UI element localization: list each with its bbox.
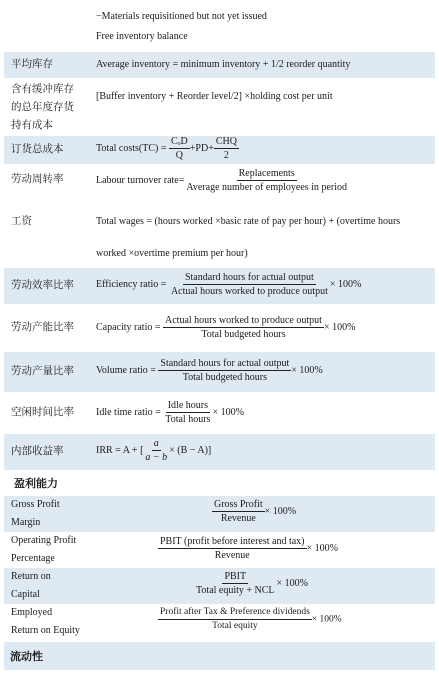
continuation-row (4, 8, 435, 50)
row-formula: Average inventory = minimum inventory + 1/2 reorder quantity (96, 59, 351, 70)
formula-suffix: × 100% (212, 406, 244, 418)
fraction-chq-2 (214, 136, 239, 161)
fraction (194, 571, 277, 596)
fraction-denominator: Total budgeted hours (182, 372, 267, 383)
row-operating-profit (4, 532, 435, 568)
roce-formula (194, 571, 308, 596)
fraction-denominator: Revenue (220, 513, 256, 524)
section-title: 盈利能力 (14, 477, 58, 490)
formula-prefix: Total costs(TC) = (96, 142, 167, 154)
fraction (163, 400, 212, 425)
row-label: 劳动产能比率 (11, 321, 74, 333)
fraction-numerator: Replacements (238, 168, 295, 179)
labour-turnover-formula (96, 168, 349, 193)
fraction (212, 499, 265, 524)
fraction-denominator: Average number of employees in period (186, 182, 347, 193)
section-header-liquidity (4, 642, 435, 670)
row-volume-ratio (4, 352, 435, 392)
fraction-numerator: Profit after Tax & Preference dividends (158, 607, 312, 620)
irr-formula (96, 438, 211, 463)
formula-suffix: × 100% (264, 505, 297, 517)
row-label-line-3: 持有成本 (11, 119, 53, 131)
row-labour-turnover (4, 166, 435, 198)
row-capacity-ratio (4, 306, 435, 350)
row-efficiency-ratio (4, 268, 435, 304)
row-label-line-1: Return on (11, 571, 51, 582)
row-return-on-capital (4, 568, 435, 604)
row-label: 平均库存 (11, 58, 53, 70)
row-label-line-1: Gross Profit (11, 499, 60, 510)
fraction-numerator: CₒD (170, 136, 188, 147)
formula-prefix: IRR = A + [ (96, 444, 144, 456)
row-gross-profit-margin (4, 496, 435, 532)
fraction-numerator: Idle hours (167, 400, 208, 411)
row-label: 工资 (11, 215, 32, 227)
fraction (158, 358, 291, 383)
fraction-numerator: PBIT (224, 571, 247, 582)
fraction (184, 168, 349, 193)
row-idle-time-ratio (4, 394, 435, 432)
row-label-line-1: Employed (11, 607, 53, 618)
row-formula: [Buffer inventory + Reorder level/2] ×holding cost per unit (96, 91, 333, 102)
fraction-numerator: a (153, 438, 159, 449)
continuation-line-1: −Materials requisitioned but not yet issued (96, 11, 267, 22)
formula-prefix: Volume ratio = (96, 364, 156, 376)
fraction-denominator: Revenue (214, 550, 250, 561)
fraction (158, 536, 307, 561)
formula-prefix: Capacity ratio = (96, 321, 161, 333)
formula-prefix: Efficiency ratio = (96, 278, 167, 290)
fraction-denominator: Total equity (212, 621, 258, 631)
formula-suffix: × 100% (306, 542, 338, 554)
fraction-denominator: Actual hours worked to produce output (170, 286, 328, 297)
row-label: 空闲时间比率 (11, 406, 74, 418)
efficiency-formula (96, 272, 361, 297)
formula-suffix: × 100% (311, 614, 342, 625)
row-label: 内部收益率 (11, 445, 64, 457)
formula-middle: +PD+ (189, 142, 214, 154)
row-label: 劳动周转率 (11, 173, 64, 185)
formula-suffix: × (B − A)] (169, 444, 212, 456)
row-label-line-2: Margin (11, 517, 41, 528)
wages-line-1: Total wages = (hours worked ×basic rate of pay per hour) + (overtime hours (96, 216, 401, 227)
formula-prefix: Idle time ratio = (96, 406, 161, 418)
fraction-denominator: Total budgeted hours (201, 329, 286, 340)
row-label-line-2: Capital (11, 589, 40, 600)
fraction (163, 315, 324, 340)
row-label: 劳动效率比率 (11, 279, 74, 291)
section-title: 流动性 (10, 650, 43, 663)
row-label-line-1: 含有缓冲库存 (11, 83, 74, 95)
formula-suffix: × 100% (329, 278, 362, 290)
row-average-inventory (4, 52, 435, 78)
wages-line-2: worked ×overtime premium per hour) (96, 248, 248, 259)
row-label-line-2: Return on Equity (11, 625, 80, 636)
row-label-line-2: Percentage (11, 553, 55, 564)
row-label-line-1: Operating Profit (11, 535, 77, 546)
fraction-numerator: Standard hours for actual output (160, 358, 290, 369)
fraction (169, 272, 330, 297)
row-irr (4, 434, 435, 470)
fraction-denominator: Total equity + NCL (196, 585, 275, 596)
formula-prefix: Labour turnover rate= (96, 174, 185, 186)
opp-formula (158, 536, 338, 561)
fraction-denominator: a − b (145, 452, 168, 463)
row-total-costs (4, 136, 435, 164)
total-costs-formula (96, 136, 239, 161)
gpm-formula (212, 499, 296, 524)
fraction (143, 438, 169, 463)
fraction-numerator: Gross Profit (214, 499, 263, 510)
fraction-denominator: 2 (223, 150, 229, 161)
roe-formula (158, 607, 342, 632)
formula-suffix: × 100% (291, 364, 323, 376)
fraction-numerator: CHQ (215, 136, 237, 147)
fraction-numerator: PBIT (profit before interest and tax) (160, 536, 305, 547)
fraction (158, 607, 312, 632)
row-label-line-2: 的总年度存货 (11, 101, 74, 113)
idle-formula (96, 400, 244, 425)
formula-suffix: × 100% (323, 321, 356, 333)
fraction-cod-q (169, 136, 190, 161)
fraction-numerator: Actual hours worked to produce output (165, 315, 322, 326)
row-buffer-holding-cost (4, 80, 435, 134)
fraction-denominator: Q (175, 150, 183, 161)
section-header-profitability (4, 472, 435, 494)
row-label: 订货总成本 (11, 143, 64, 155)
row-return-on-equity (4, 604, 435, 640)
volume-formula (96, 358, 323, 383)
fraction-numerator: Standard hours for actual output (184, 272, 314, 283)
formula-suffix: × 100% (276, 577, 309, 589)
continuation-line-2: Free inventory balance (96, 31, 188, 42)
row-total-wages (4, 200, 435, 266)
capacity-formula (96, 315, 355, 340)
fraction-denominator: Total hours (165, 414, 211, 425)
row-label: 劳动产量比率 (11, 365, 74, 377)
